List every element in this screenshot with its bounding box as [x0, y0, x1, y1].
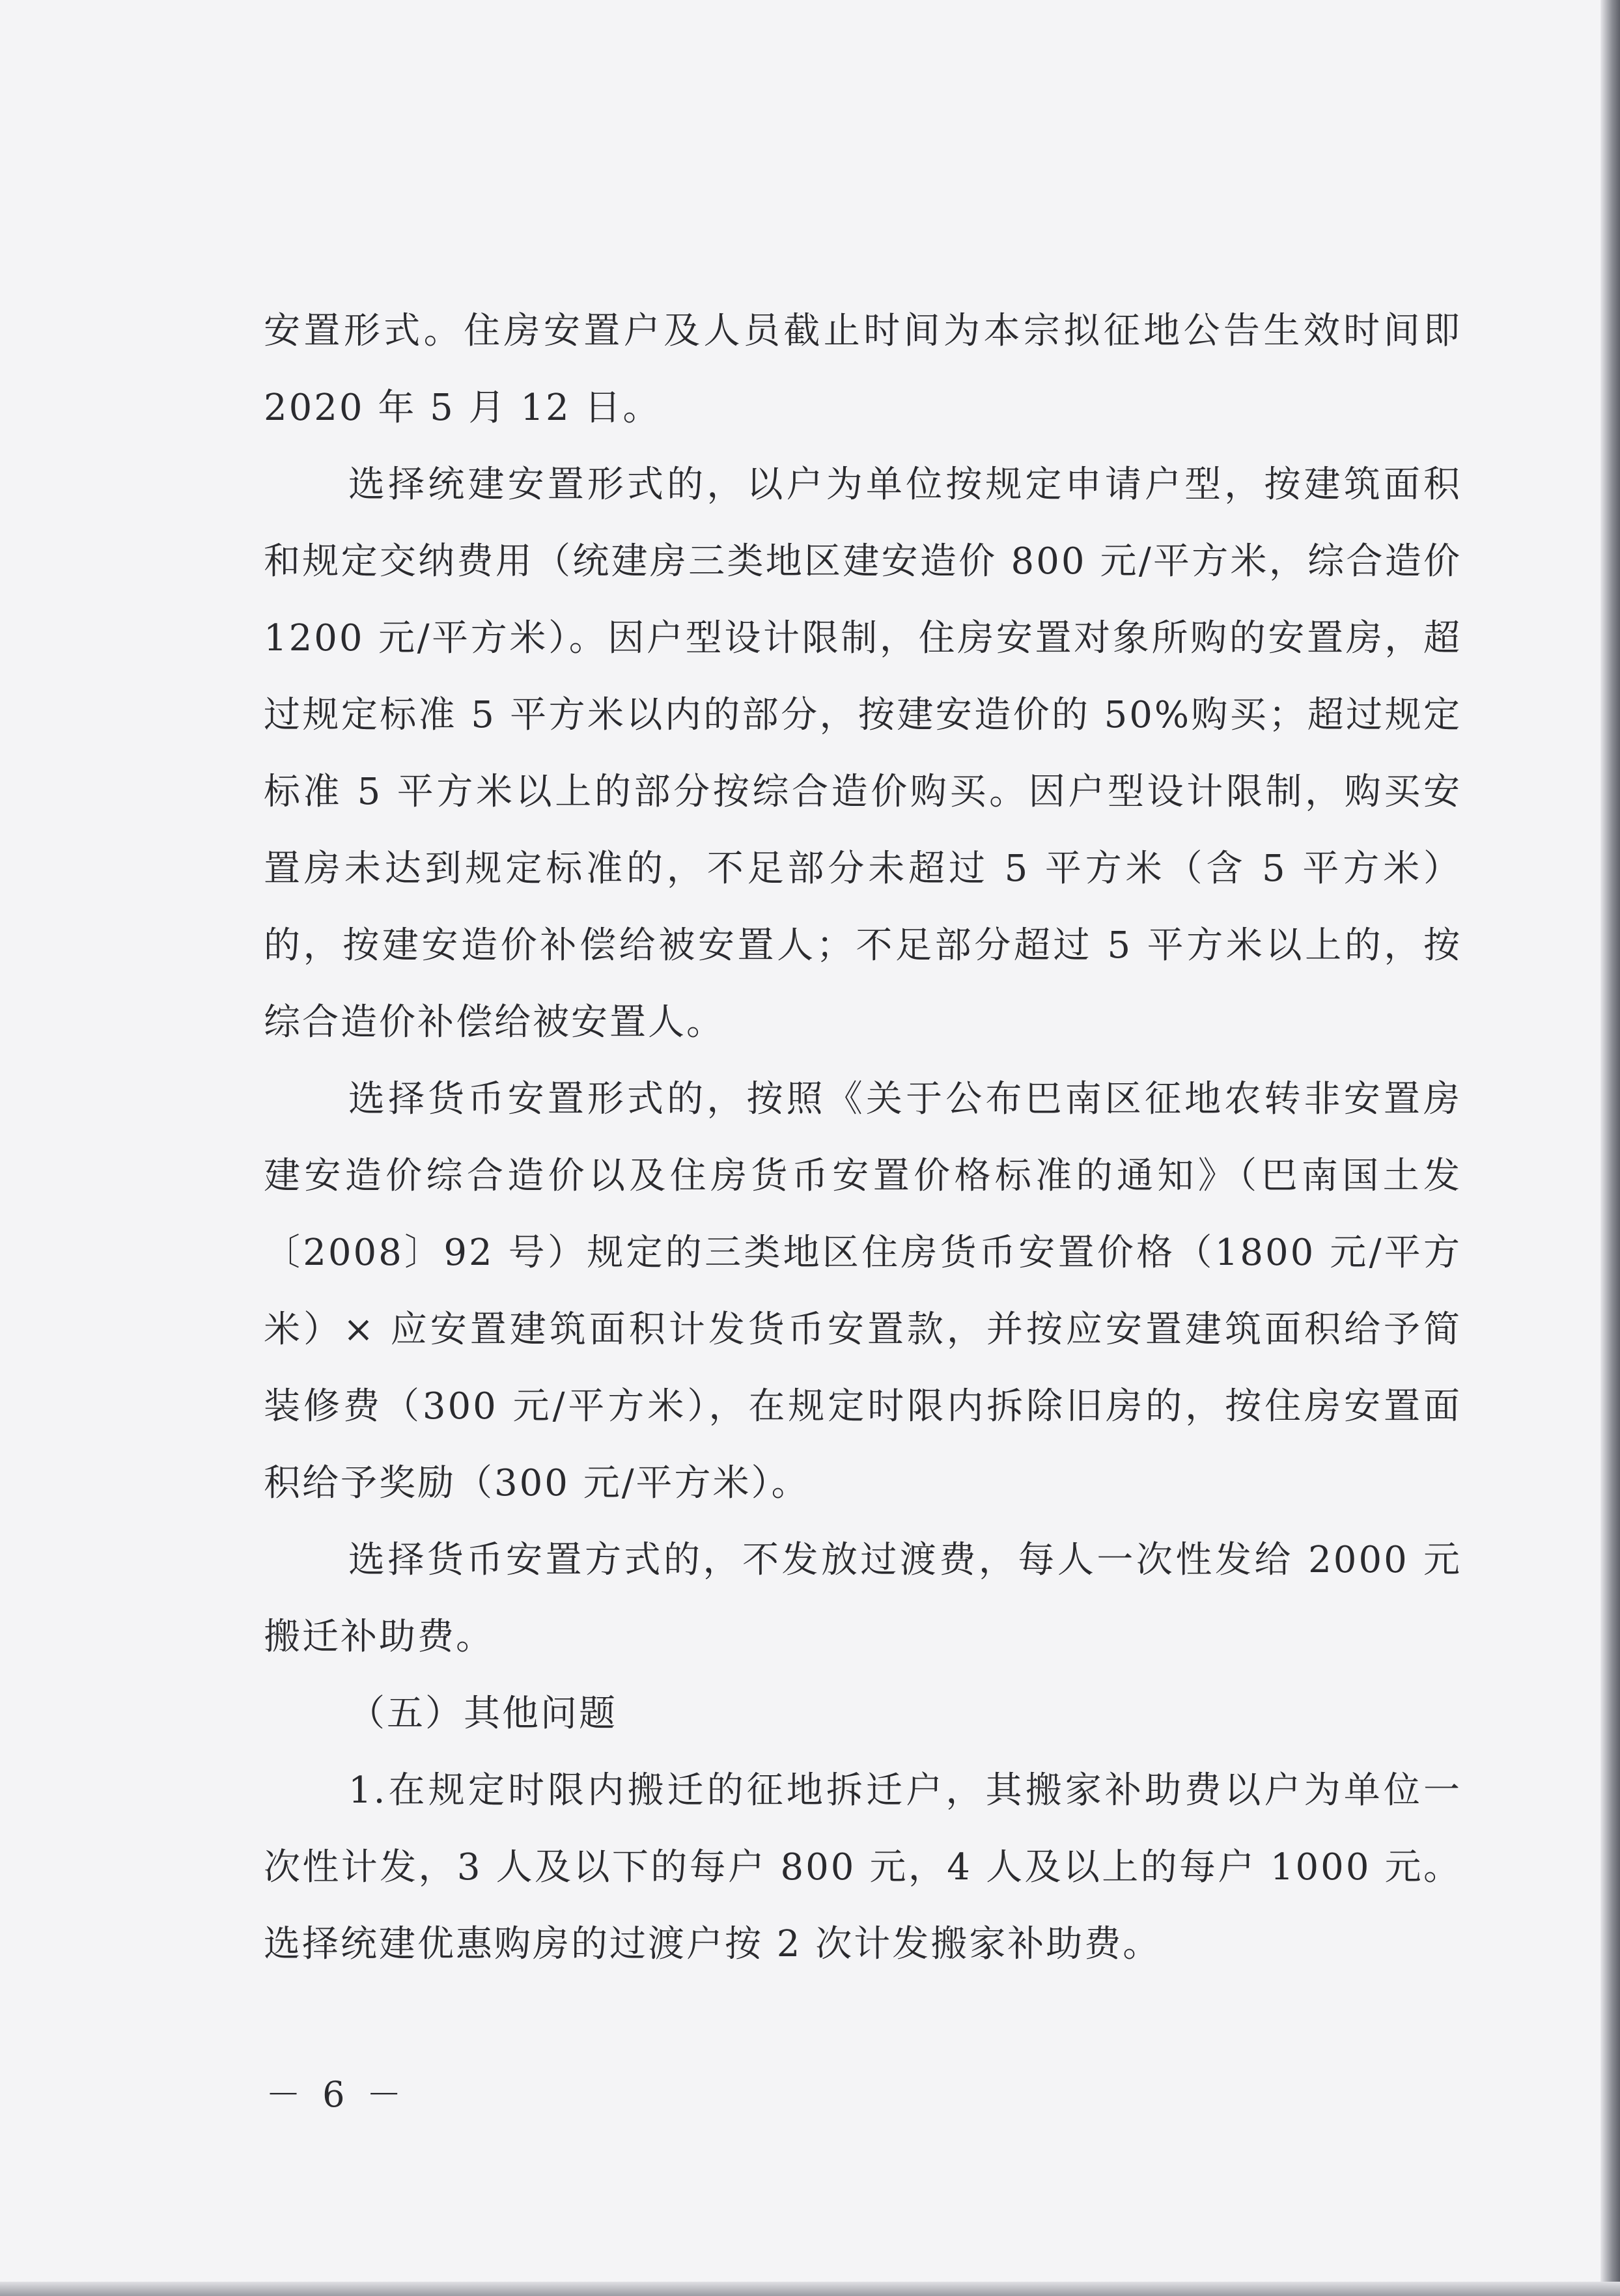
paragraph-relocation-subsidy: 选择货币安置方式的，不发放过渡费，每人一次性发给 2000 元搬迁补助费。: [264, 1539, 1462, 1658]
paragraph-monetary-resettlement: 选择货币安置形式的，按照《关于公布巴南区征地农转非安置房建安造价综合造价以及住房货币安置价格标准的通知》（巴南国土发〔2008〕92 号）规定的三类地区住房货币安置价格（1800 元/平方米）× 应安置建筑面积计发货币安置款，并按应安置建筑面积给予简装修费（300 元/平方米），在规定时限内拆除旧房的，按住房安置面积给予奖励（300 元/平方米）。: [264, 1078, 1462, 1504]
scan-edge-bottom: [0, 2282, 1620, 2296]
scan-edge-right: [1600, 0, 1620, 2296]
paragraph-unified-resettlement: 选择统建安置形式的，以户为单位按规定申请户型，按建筑面积和规定交纳费用（统建房三类地区建安造价 800 元/平方米，综合造价 1200 元/平方米）。因户型设计限制，住房安置对象所购的安置房，超过规定标准 5 平方米以内的部分，按建安造价的 50%购买；超过规定标准 5 平方米以上的部分按综合造价购买。因户型设计限制，购买安置房未达到规定标准的，不足部分未超过 5 平方米（含 5 平方米）的，按建安造价补偿给被安置人；不足部分超过 5 平方米以上的，按综合造价补偿给被安置人。: [264, 463, 1462, 1044]
page-number: － 6 －: [266, 2074, 407, 2115]
paragraph-continuation: 安置形式。住房安置户及人员截止时间为本宗拟征地公告生效时间即 2020 年 5 月 12 日。: [264, 310, 1462, 429]
document-body: [264, 293, 1462, 1983]
section-heading-other-issues: （五）其他问题: [348, 1693, 617, 1735]
paragraph-moving-subsidy: 1.在规定时限内搬迁的征地拆迁户，其搬家补助费以户为单位一次性计发，3 人及以下的每户 800 元，4 人及以上的每户 1000 元。选择统建优惠购房的过渡户按 2 次计发搬家补助费。: [264, 1769, 1462, 1965]
